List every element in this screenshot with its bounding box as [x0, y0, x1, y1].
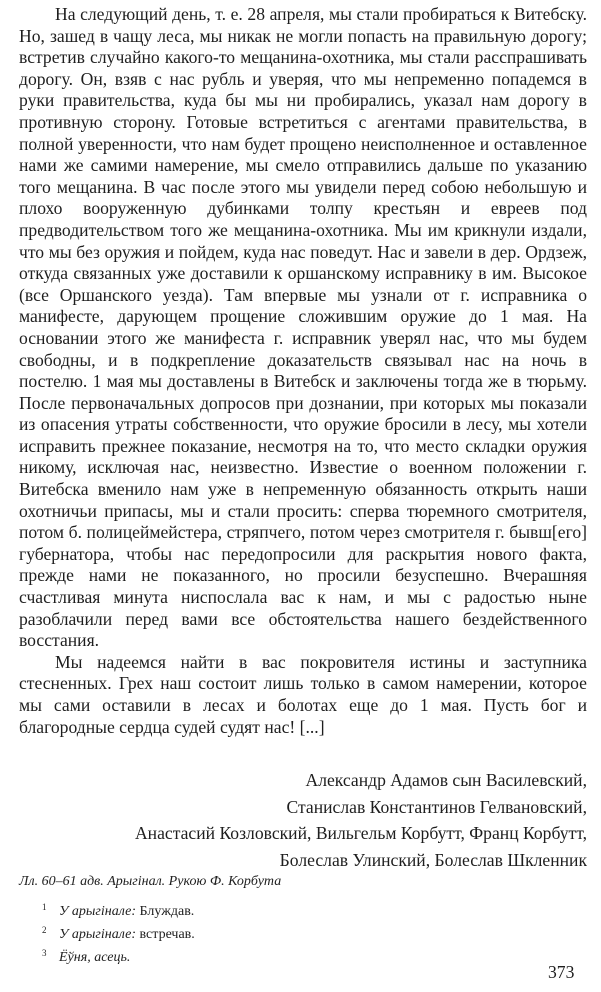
signature-line: Болеслав Улинский, Болеслав Шкленник	[279, 849, 587, 870]
footnote-text: встречав.	[139, 927, 195, 942]
footnote-label: У арыгінале:	[59, 927, 137, 942]
footnote	[42, 898, 582, 921]
footnote-text: Блуждав.	[139, 904, 195, 919]
footnote-mark: 3	[42, 948, 47, 958]
footnote-mark: 1	[42, 902, 47, 912]
paragraph: Мы надеемся найти в вас покровителя истины и заступника стесненных. Грех наш состоит лишь только в самом намерении, которое мы сами оставили в лесах и болотах еще до 1 мая. Пусть бог и благородные сердца судей судят нас! [...]	[19, 651, 587, 737]
paragraph: На следующий день, т. е. 28 апреля, мы стали пробираться к Витебску. Но, зашед в чащу леса, мы никак не могли попасть на правильную дорогу; встретив случайно какого-то мещанина-охотника, мы стали расспрашивать дорогу. Он, взяв с нас рубль и уверяя, что мы непременно попадемся в руки правительства, куда бы мы ни пробирались, указал нам дорогу в противную сторону. Готовые встретиться с агентами правительства, в полной уверенности, что нам будет прощено неисполненное и оставленное нами же самими намерение, мы смело отправились дальше по указанию того мещанина. В час после этого мы увидели перед собою небольшую и плохо вооруженную дубинками толпу крестьян и евреев под предводительством того же мещанина-охотника. Мы им крикнули издали, что мы без оружия и пойдем, куда нас поведут. Нас и завели в дер. Ордзеж, откуда связанных уже доставили к оршанскому исправнику в им. Высокое (все Оршанского уезда). Там впервые мы узнали от г. исправника о манифесте, дарующем прощение сложившим оружие до 1 мая. На основании этого же манифеста г. исправник уверял нас, что мы будем свободны, и в подкрепление доказательств связывал нас на ночь в постелю. 1 мая мы доставлены в Витебск и заключены тогда же в тюрьму. После первоначальных допросов при дознании, при которых мы показали из опасения утраты собственности, что оружие бросили в лесу, мы хотели исправить прежнее показание, несмотря на то, что место складки оружия никому, исключая нас, неизвестно. Известие о военном положении г. Витебска вменило нам уже в непременную обязанность открыть наши охотничьи припасы, мы и стали просить: сперва тюремного смотрителя, потом б. полицеймейстера, стряпчего, потом через смотрителя г. бывш[его] губернатора, чтобы нас передопросили для раскрытия нового факта, прежде нами не показанного, но просили безуспешно. Вчерашняя счастливая минута ниспослала вас к нам, и мы с радостью ныне разоблачили перед вами все обстоятельства нашего бездейственного восстания.	[19, 4, 587, 651]
footnote	[42, 921, 582, 944]
signatures-block	[19, 767, 587, 873]
footnote-label: У арыгінале:	[59, 904, 137, 919]
archive-note: Лл. 60–61 адв. Арыгінал. Рукою Ф. Корбута	[19, 874, 282, 889]
footnotes	[42, 898, 582, 967]
main-text	[19, 4, 587, 738]
footnote	[42, 944, 582, 967]
footnote-mark: 2	[42, 925, 47, 935]
footnote-text: Ёўня, асець.	[59, 950, 131, 965]
signature-line: Станислав Константинов Гелвановский,	[286, 796, 587, 817]
page-number: 373	[548, 962, 575, 982]
signature-line: Александр Адамов сын Василевский,	[305, 770, 587, 790]
signature-line: Анастасий Козловский, Вильгельм Корбутт, Франц Корбутт,	[134, 823, 587, 844]
